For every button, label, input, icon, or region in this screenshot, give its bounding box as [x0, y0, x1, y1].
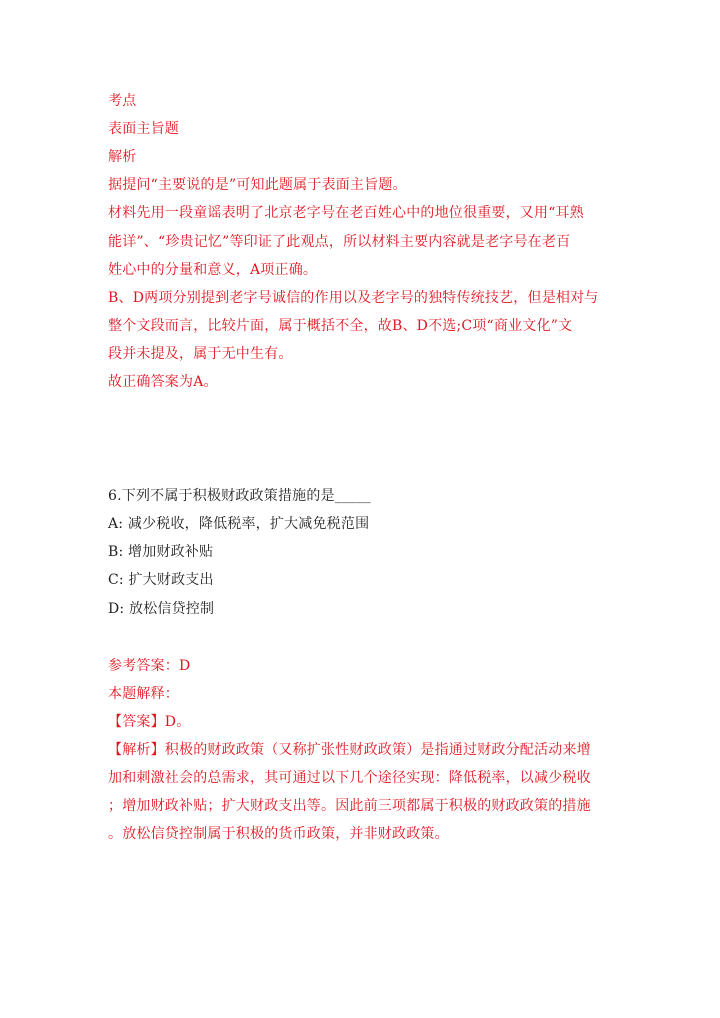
explanation-label: 本题解释： — [108, 686, 179, 702]
option-d: D: 放松信贷控制 — [108, 601, 215, 617]
question-stem: 6.下列不属于积极财政政策措施的是_____ — [108, 488, 371, 504]
analysis-line: 材料先用一段童谣表明了北京老字号在老百姓心中的地位很重要，又用“耳熟 — [108, 205, 584, 221]
option-a: A: 减少税收，降低税率，扩大减免税范围 — [108, 516, 370, 532]
answer-analysis-line: 。放松信贷控制属于积极的货币政策，并非财政政策。 — [108, 826, 449, 842]
analysis-line: 整个文段而言，比较片面，属于概括不全，故B、D不选;C项“商业文化”文 — [108, 318, 573, 334]
answer-analysis-line: 加和刺激社会的总需求，其可通过以下几个途径实现：降低税率，以减少税收 — [108, 770, 591, 786]
answer-analysis-line: ；增加财政补贴；扩大财政支出等。因此前三项都属于积极的财政政策的措施 — [108, 798, 591, 814]
option-b: B: 增加财政补贴 — [108, 544, 214, 560]
answer-analysis-line: 【解析】积极的财政政策（又称扩张性财政政策）是指通过财政分配活动来增 — [108, 742, 591, 758]
analysis-line: 段并未提及，属于无中生有。 — [108, 346, 293, 362]
answer-line: 【答案】D。 — [108, 714, 191, 730]
analysis-line: 能详”、“珍贵记忆”等印证了此观点，所以材料主要内容就是老字号在老百 — [108, 234, 571, 250]
jiexi-label: 解析 — [108, 149, 137, 165]
analysis-line: 故正确答案为A。 — [108, 374, 218, 390]
analysis-line: 据提问“主要说的是”可知此题属于表面主旨题。 — [108, 177, 407, 193]
kaodian-value: 表面主旨题 — [108, 121, 179, 137]
kaodian-label: 考点 — [108, 93, 137, 109]
analysis-line: B、D两项分别提到老字号诚信的作用以及老字号的独特传统技艺，但是相对与 — [108, 290, 599, 306]
reference-answer: 参考答案：D — [108, 658, 191, 674]
analysis-line: 姓心中的分量和意义，A项正确。 — [108, 262, 318, 278]
option-c: C: 扩大财政支出 — [108, 572, 214, 588]
